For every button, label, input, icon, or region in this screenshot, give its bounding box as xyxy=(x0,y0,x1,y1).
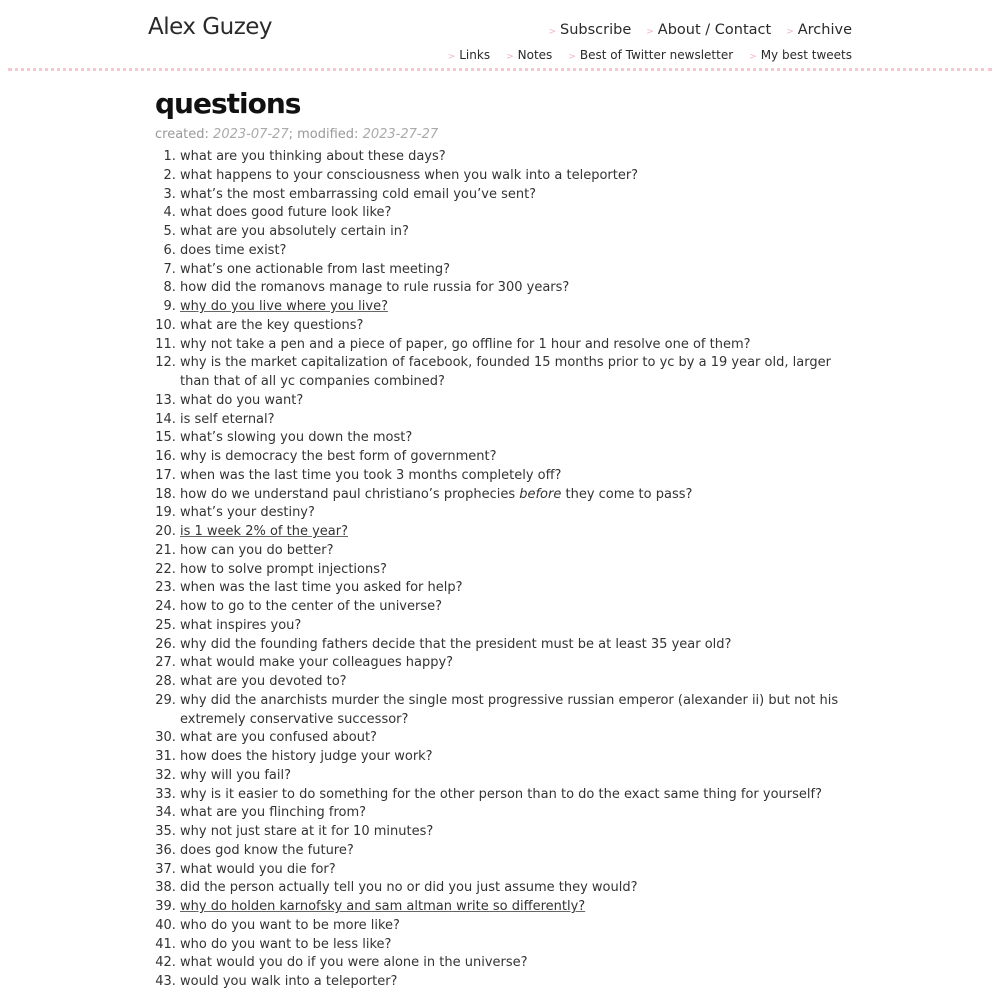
question-text: who do you want to be more like? xyxy=(180,917,400,933)
list-item xyxy=(180,486,845,505)
chevron-right-icon: > xyxy=(786,27,794,37)
nav-notes[interactable] xyxy=(506,48,552,62)
question-text: how did the romanovs manage to rule russia for 300 years? xyxy=(180,280,570,296)
question-text: what are you flinching from? xyxy=(180,805,367,821)
question-text: why did the founding fathers decide that the president must be at least 35 year old? xyxy=(180,636,732,652)
question-text: how to solve prompt injections? xyxy=(180,561,387,577)
modified-label: ; modified: xyxy=(288,127,359,142)
question-text: did the person actually tell you no or did you just assume they would? xyxy=(180,880,638,896)
created-label: created: xyxy=(155,127,209,142)
question-text: what happens to your consciousness when you walk into a teleporter? xyxy=(180,167,639,183)
site-header xyxy=(0,0,1000,70)
question-text: when was the last time you asked for help? xyxy=(180,580,463,596)
list-item xyxy=(180,767,845,786)
question-text: why is it easier to do something for the other person than to do the exact same thing for yourself? xyxy=(180,786,822,802)
question-text: what would you die for? xyxy=(180,861,336,877)
list-item xyxy=(180,204,845,223)
question-text: what are the key questions? xyxy=(180,317,364,333)
list-item xyxy=(180,223,845,242)
list-item xyxy=(180,317,845,336)
chevron-right-icon: > xyxy=(749,52,757,62)
list-item xyxy=(180,898,845,917)
question-text: why not just stare at it for 10 minutes? xyxy=(180,824,434,839)
nav-about-contact[interactable] xyxy=(646,22,771,38)
main-content xyxy=(155,84,845,992)
list-item xyxy=(180,636,845,655)
list-item xyxy=(180,654,845,673)
question-text: what are you devoted to? xyxy=(180,674,347,689)
list-item xyxy=(180,242,845,261)
question-text: how do we understand paul christiano’s prophecies xyxy=(180,486,520,502)
header-divider xyxy=(8,68,992,71)
list-item xyxy=(180,261,845,280)
question-emphasis: before xyxy=(519,486,562,502)
nav-archive[interactable] xyxy=(786,22,852,38)
question-text: they come to pass? xyxy=(561,486,693,502)
chevron-right-icon: > xyxy=(506,52,514,62)
list-item xyxy=(180,804,845,823)
list-item xyxy=(180,448,845,467)
list-item xyxy=(180,411,845,430)
site-title-link[interactable]: Alex Guzey xyxy=(148,14,273,40)
nav-links[interactable] xyxy=(448,48,490,62)
question-text: when was the last time you took 3 months completely off? xyxy=(180,467,562,483)
list-item xyxy=(180,748,845,767)
list-item xyxy=(180,861,845,880)
question-text: what’s your destiny? xyxy=(180,505,315,521)
question-text: does time exist? xyxy=(180,242,287,258)
nav-my-best-tweets[interactable] xyxy=(749,48,852,62)
question-text: what inspires you? xyxy=(180,617,302,633)
question-text: what are you thinking about these days? xyxy=(180,149,446,164)
list-item xyxy=(180,298,845,317)
list-item xyxy=(180,523,845,542)
question-text: what’s slowing you down the most? xyxy=(180,430,413,446)
nav-label: Best of Twitter newsletter xyxy=(579,48,734,62)
question-text: what would you do if you were alone in the universe? xyxy=(180,955,528,971)
list-item xyxy=(180,336,845,355)
nav-label: About / Contact xyxy=(657,22,772,38)
list-item xyxy=(180,167,845,186)
question-text: why is the market capitalization of facebook, founded 15 months prior to yc by a 19 year old, larger than that of all yc companies combined? xyxy=(180,355,831,389)
list-item xyxy=(180,973,845,992)
list-item xyxy=(180,917,845,936)
nav-label: Links xyxy=(459,48,491,62)
chevron-right-icon: > xyxy=(447,52,456,62)
question-text: why is democracy the best form of government? xyxy=(180,449,497,464)
question-text: why will you fail? xyxy=(180,767,291,783)
secondary-nav xyxy=(432,48,852,62)
list-item xyxy=(180,429,845,448)
list-item xyxy=(180,729,845,748)
question-text: what would make your colleagues happy? xyxy=(180,655,454,671)
list-item xyxy=(180,673,845,692)
list-item xyxy=(180,467,845,486)
list-item xyxy=(180,786,845,805)
list-item xyxy=(180,186,845,205)
nav-label: Archive xyxy=(797,22,852,38)
modified-date: 2023-27-27 xyxy=(362,127,439,142)
list-item xyxy=(180,617,845,636)
question-text: what does good future look like? xyxy=(180,205,392,221)
question-text: what are you absolutely certain in? xyxy=(180,224,409,239)
list-item xyxy=(180,148,845,167)
nav-label: Notes xyxy=(517,48,553,62)
question-link[interactable]: is 1 week 2% of the year? xyxy=(180,524,348,539)
chevron-right-icon: > xyxy=(646,27,654,37)
question-text: why did the anarchists murder the single most progressive russian emperor (alexander ii) but not his extremely conservative successor? xyxy=(180,692,839,727)
question-text: does god know the future? xyxy=(180,842,354,858)
question-text: how to go to the center of the universe? xyxy=(180,599,443,614)
question-text: why not take a pen and a piece of paper, go offline for 1 hour and resolve one of them? xyxy=(180,336,751,352)
list-item xyxy=(180,936,845,955)
list-item xyxy=(180,842,845,861)
list-item xyxy=(180,823,845,842)
list-item xyxy=(180,561,845,580)
list-item xyxy=(180,279,845,298)
list-item xyxy=(180,598,845,617)
page-title: questions xyxy=(155,87,301,120)
nav-best-of-twitter-newsletter[interactable] xyxy=(568,48,733,62)
question-link[interactable]: why do holden karnofsky and sam altman write so differently? xyxy=(180,899,586,914)
question-text: what’s one actionable from last meeting? xyxy=(180,261,450,277)
question-text: what’s the most embarrassing cold email you’ve sent? xyxy=(180,186,537,202)
list-item xyxy=(180,579,845,598)
question-text: who do you want to be less like? xyxy=(180,936,392,952)
chevron-right-icon: > xyxy=(568,52,576,62)
nav-label: My best tweets xyxy=(760,48,852,62)
page-meta xyxy=(155,126,845,144)
list-item xyxy=(180,354,845,392)
question-text: how does the history judge your work? xyxy=(180,749,433,764)
list-item xyxy=(180,392,845,411)
question-text: would you walk into a teleporter? xyxy=(180,974,398,989)
question-text: what are you confused about? xyxy=(180,730,377,746)
question-text: is self eternal? xyxy=(180,411,275,427)
list-item xyxy=(180,542,845,561)
list-item xyxy=(180,879,845,898)
question-text: how can you do better? xyxy=(180,542,334,558)
nav-label: Subscribe xyxy=(560,22,632,38)
list-item xyxy=(180,692,845,730)
list-item xyxy=(180,954,845,973)
nav-subscribe[interactable] xyxy=(548,22,631,38)
list-item xyxy=(180,504,845,523)
question-link[interactable]: why do you live where you live? xyxy=(180,299,388,314)
primary-nav xyxy=(533,22,852,38)
created-date: 2023-07-27 xyxy=(213,127,289,142)
questions-list xyxy=(155,148,845,992)
question-text: what do you want? xyxy=(180,392,304,408)
chevron-right-icon: > xyxy=(548,27,556,37)
